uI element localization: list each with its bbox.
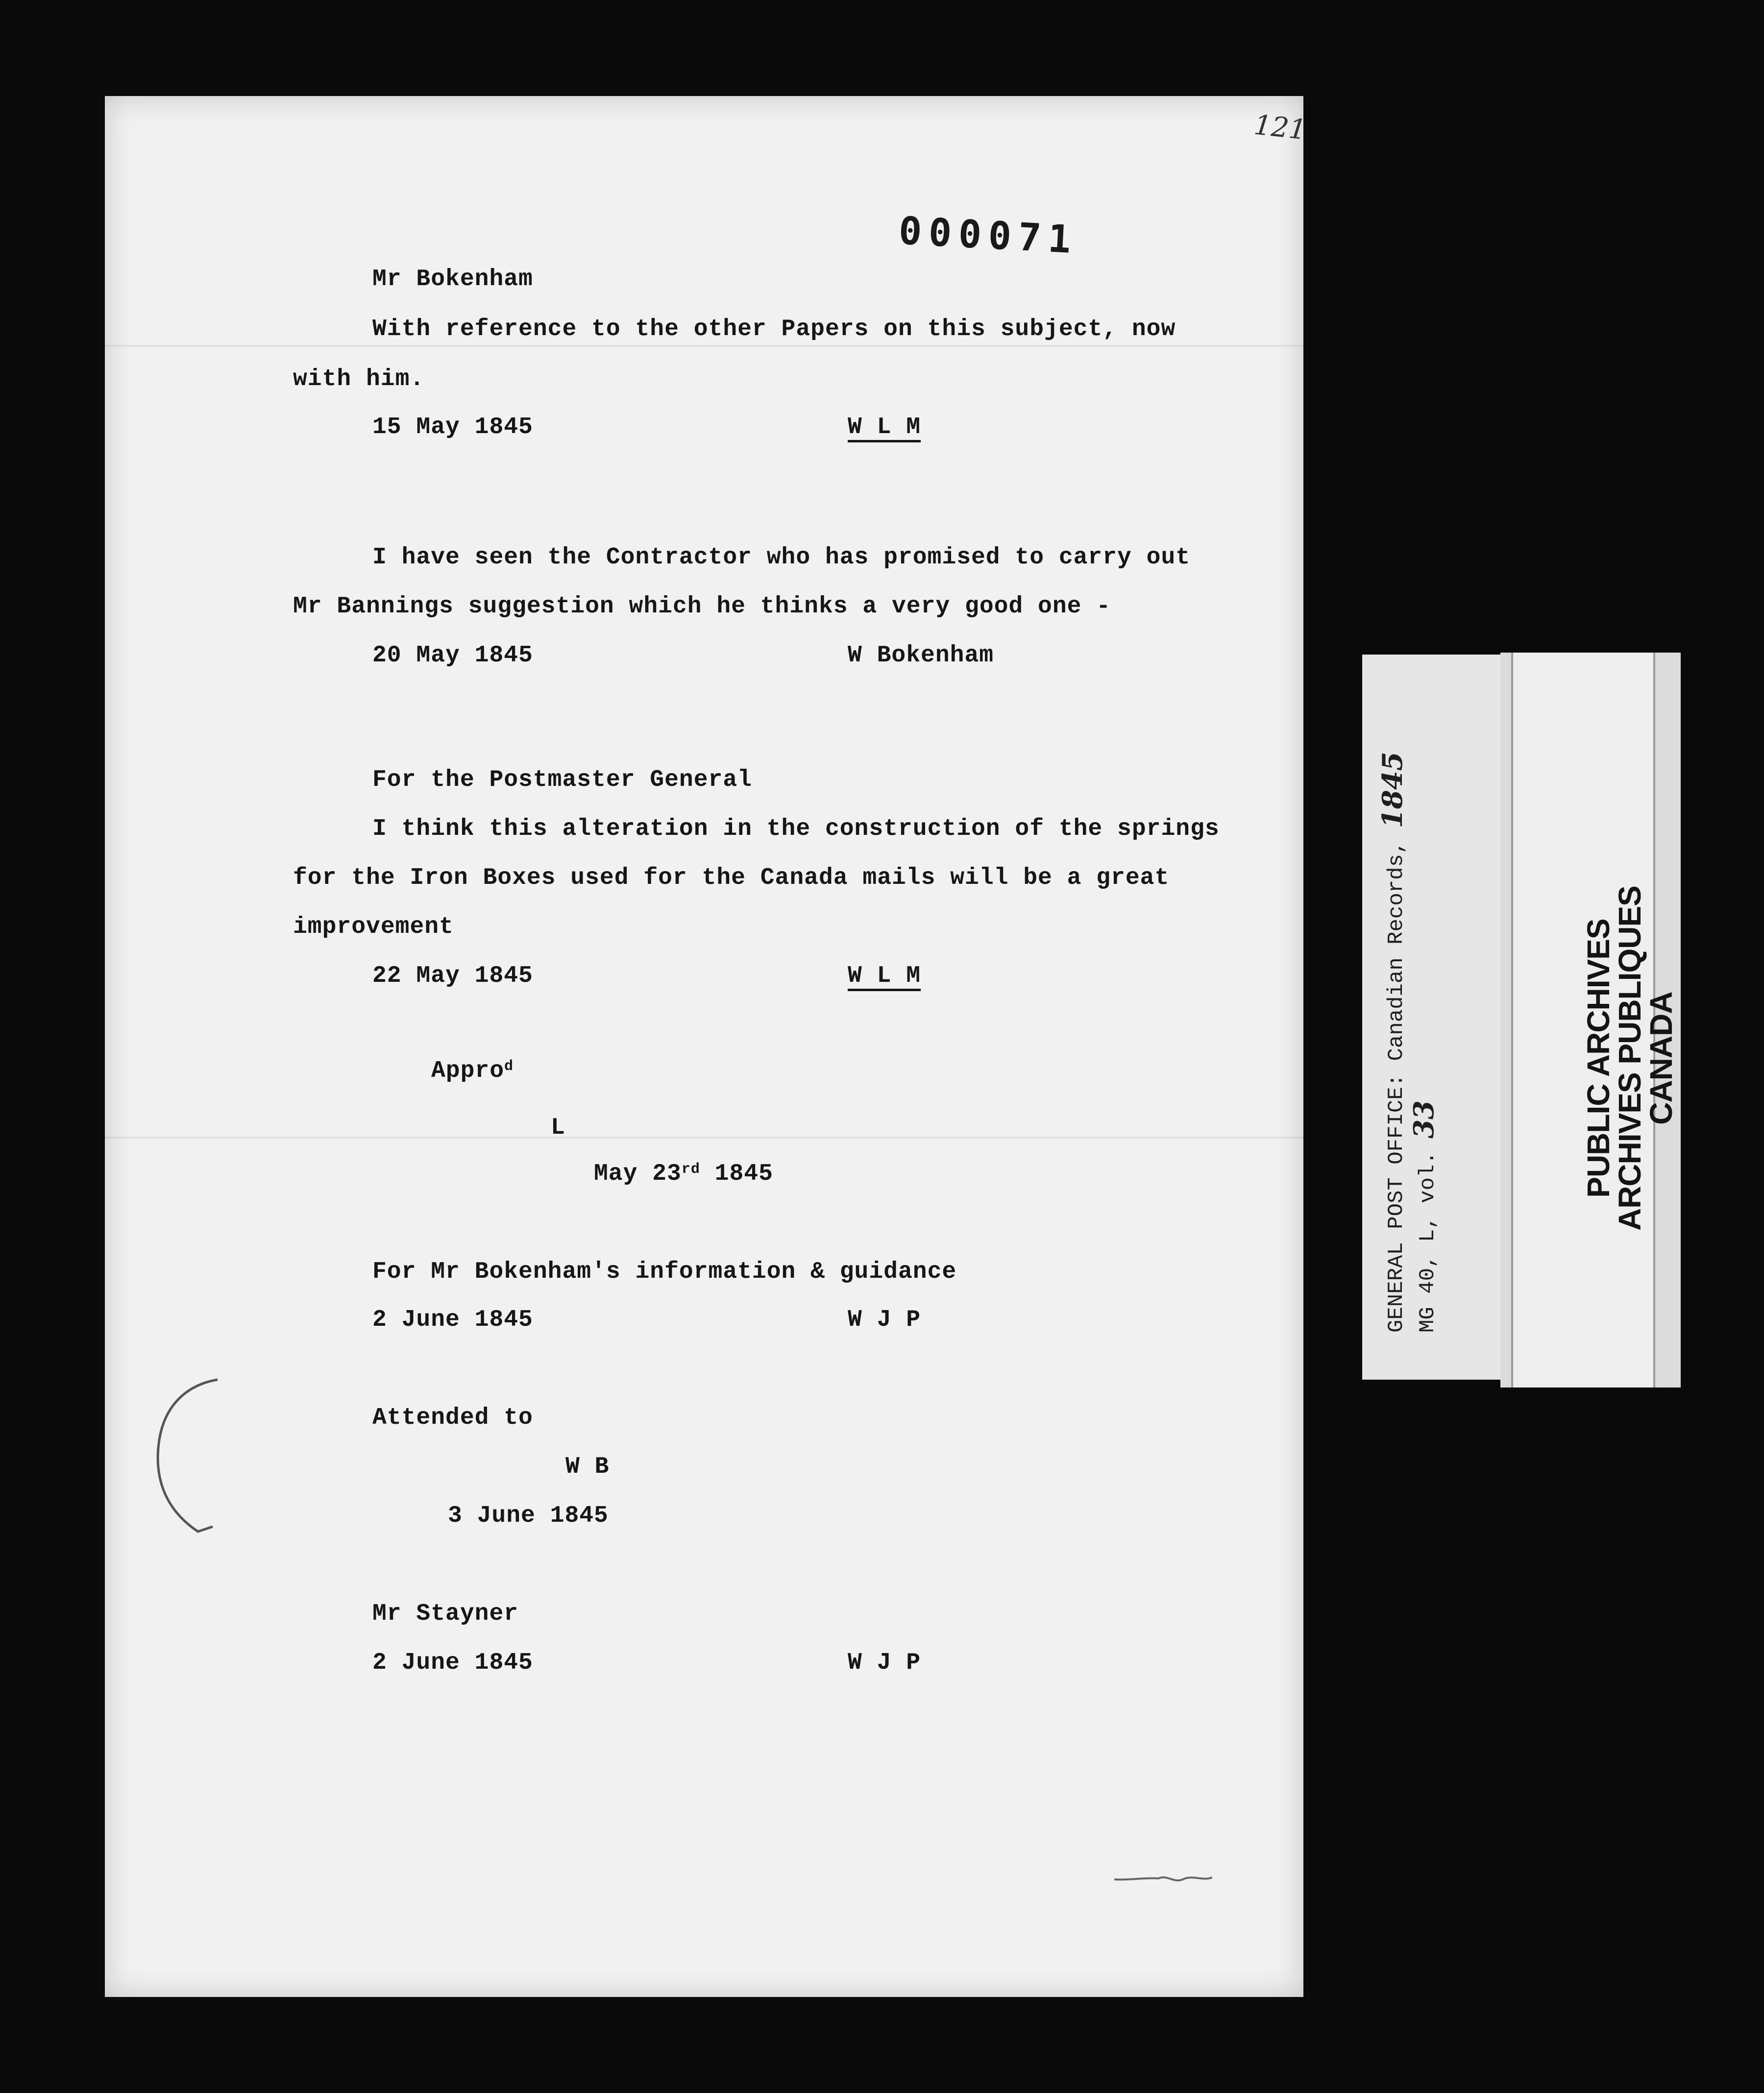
- date-line: 3 June 1845: [448, 1503, 609, 1529]
- date-line: 20 May 1845: [372, 642, 533, 669]
- signature-name: W Bokenham: [848, 642, 994, 669]
- stamp-label-inner: [1511, 653, 1679, 1387]
- signature-initials: W J P: [848, 1650, 921, 1676]
- text-line: Attended to: [372, 1405, 533, 1431]
- text-line: improvement: [293, 914, 454, 940]
- archive-reference-label: [1362, 655, 1500, 1380]
- approval-date: May 23rd 1845: [594, 1161, 773, 1187]
- text-line: with him.: [293, 366, 425, 392]
- archive-reference-text: GENERAL POST OFFICE: Canadian Records, 1845 MG 40, L, vol. 33: [1376, 752, 1440, 1333]
- approval-line: Appro$^d$: [431, 1058, 514, 1084]
- date-line: 2 June 1845: [372, 1650, 533, 1676]
- date-line: 2 June 1845: [372, 1307, 533, 1333]
- text-line: With reference to the other Papers on this subject, now: [372, 316, 1176, 342]
- text-line: for the Iron Boxes used for the Canada mails will be a great: [293, 865, 1170, 891]
- public-archives-stamp-label: [1500, 653, 1681, 1387]
- text-line: Mr Bokenham: [372, 266, 533, 292]
- signature-initials: W L M: [848, 414, 921, 440]
- text-line: Mr Bannings suggestion which he thinks a very good one -: [293, 593, 1111, 620]
- signature-initials: W J P: [848, 1307, 921, 1333]
- paper-fold-line: [105, 345, 1303, 347]
- paper-fold-line: [105, 1137, 1303, 1139]
- approval-initial: L: [551, 1115, 565, 1141]
- text-line: For the Postmaster General: [372, 767, 752, 793]
- document-page: [105, 96, 1308, 1997]
- text-line: For Mr Bokenham's information & guidance: [372, 1259, 957, 1285]
- date-line: 22 May 1845: [372, 963, 533, 989]
- text-line: I think this alteration in the construction of the springs: [372, 816, 1220, 842]
- signature-initials: W L M: [848, 963, 921, 989]
- page-number: 121: [1252, 109, 1308, 146]
- document-stamp-number: 000071: [897, 209, 1079, 263]
- pencil-bracket-mark: [144, 1375, 222, 1541]
- text-line: Mr Stayner: [372, 1601, 519, 1627]
- pencil-scribble-mark: [1114, 1860, 1212, 1889]
- text-line: I have seen the Contractor who has promised to carry out: [372, 544, 1191, 571]
- signature-initials: W B: [565, 1454, 610, 1480]
- public-archives-stamp: PUBLIC ARCHIVES ARCHIVES PUBLIQUES CANADA: [1581, 886, 1679, 1231]
- date-line: 15 May 1845: [372, 414, 533, 440]
